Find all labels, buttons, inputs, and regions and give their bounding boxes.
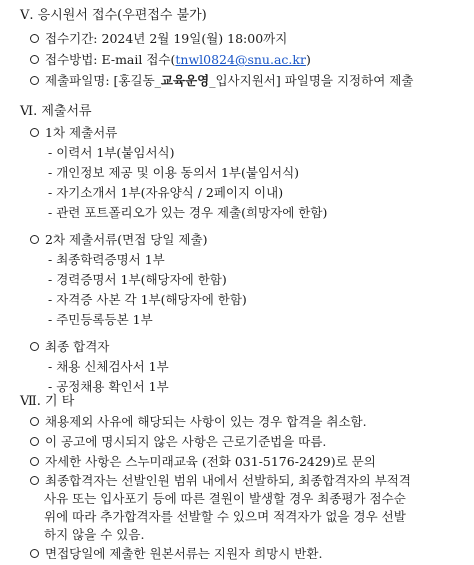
circle-bullet-icon (30, 342, 39, 351)
law-text: 이 공고에 명시되지 않은 사항은 근로기준법을 따름. (45, 434, 327, 449)
bullet-cancel (30, 414, 367, 430)
group-2-item: - 주민등록등본 1부 (48, 312, 153, 327)
section-5-heading: Ⅴ. 응시원서 접수(우편접수 불가) (20, 8, 207, 23)
circle-bullet-icon (30, 549, 39, 558)
filename-suffix: _입사지원서] 파일명을 지정하여 제출 (209, 73, 414, 88)
group-1-label: 1차 제출서류 (45, 125, 118, 140)
bullet-contact (30, 454, 376, 470)
final-line-4: 하지 않을 수 있음. (44, 527, 145, 542)
circle-bullet-icon (30, 76, 39, 85)
period-text: 접수기간: 2024년 2월 19일(월) 18:00까지 (45, 31, 288, 46)
group-1-item: - 자기소개서 1부(자유양식 / 2페이지 이내) (48, 185, 284, 200)
group-3-title (30, 339, 109, 355)
final-line-3: 위에 따라 추가합격자를 선발할 수 있으며 적격자가 없을 경우 선발 (44, 509, 406, 524)
circle-bullet-icon (30, 476, 39, 485)
final-line-2: 사유 또는 입사포기 등에 따른 결원이 발생할 경우 최종평가 점수순 (44, 491, 406, 506)
email-link[interactable]: tnwl0824@snu.ac.kr (175, 52, 306, 67)
circle-bullet-icon (30, 55, 39, 64)
circle-bullet-icon (30, 128, 39, 137)
contact-text: 자세한 사항은 스누미래교육 (전화 031-5176-2429)로 문의 (45, 454, 376, 469)
group-3-item: - 채용 신체검사서 1부 (48, 359, 169, 374)
bullet-final (30, 473, 411, 489)
final-line-1: 최종합격자는 선발인원 범위 내에서 선발하되, 최종합격자의 부적격 (45, 473, 411, 488)
section-7-heading: Ⅶ. 기 타 (20, 394, 75, 409)
group-2-item: - 자격증 사본 각 1부(해당자에 한함) (48, 292, 247, 307)
group-3-item: - 공정채용 확인서 1부 (48, 379, 169, 394)
circle-bullet-icon (30, 34, 39, 43)
circle-bullet-icon (30, 235, 39, 244)
bullet-return (30, 546, 322, 562)
method-suffix: ) (305, 52, 311, 67)
group-3-label: 최종 합격자 (45, 339, 110, 354)
method-prefix: 접수방법: E-mail 접수( (45, 52, 176, 67)
bullet-method (30, 52, 311, 68)
section-6-heading: Ⅵ. 제출서류 (20, 104, 92, 119)
group-1-item: - 개인정보 제공 및 이용 동의서 1부(붙임서식) (48, 165, 300, 180)
group-2-item: - 최종학력증명서 1부 (48, 252, 165, 267)
group-1-item: - 이력서 1부(붙임서식) (48, 145, 175, 160)
return-text: 면접당일에 제출한 원본서류는 지원자 희망시 반환. (45, 546, 323, 561)
group-1-title (30, 125, 117, 141)
group-2-title (30, 232, 207, 248)
circle-bullet-icon (30, 417, 39, 426)
group-2-item: - 경력증명서 1부(해당자에 한함) (48, 272, 227, 287)
bullet-filename (30, 73, 413, 89)
circle-bullet-icon (30, 437, 39, 446)
circle-bullet-icon (30, 457, 39, 466)
filename-bold: 교육운영 (160, 73, 210, 88)
group-2-label: 2차 제출서류(면접 당일 제출) (45, 232, 208, 247)
bullet-law (30, 434, 326, 450)
bullet-period (30, 31, 287, 47)
cancel-text: 채용제외 사유에 해당되는 사항이 있는 경우 합격을 취소함. (45, 414, 367, 429)
filename-prefix: 제출파일명: [홍길동_ (45, 73, 161, 88)
group-1-item: - 관련 포트폴리오가 있는 경우 제출(희망자에 한함) (48, 205, 328, 220)
